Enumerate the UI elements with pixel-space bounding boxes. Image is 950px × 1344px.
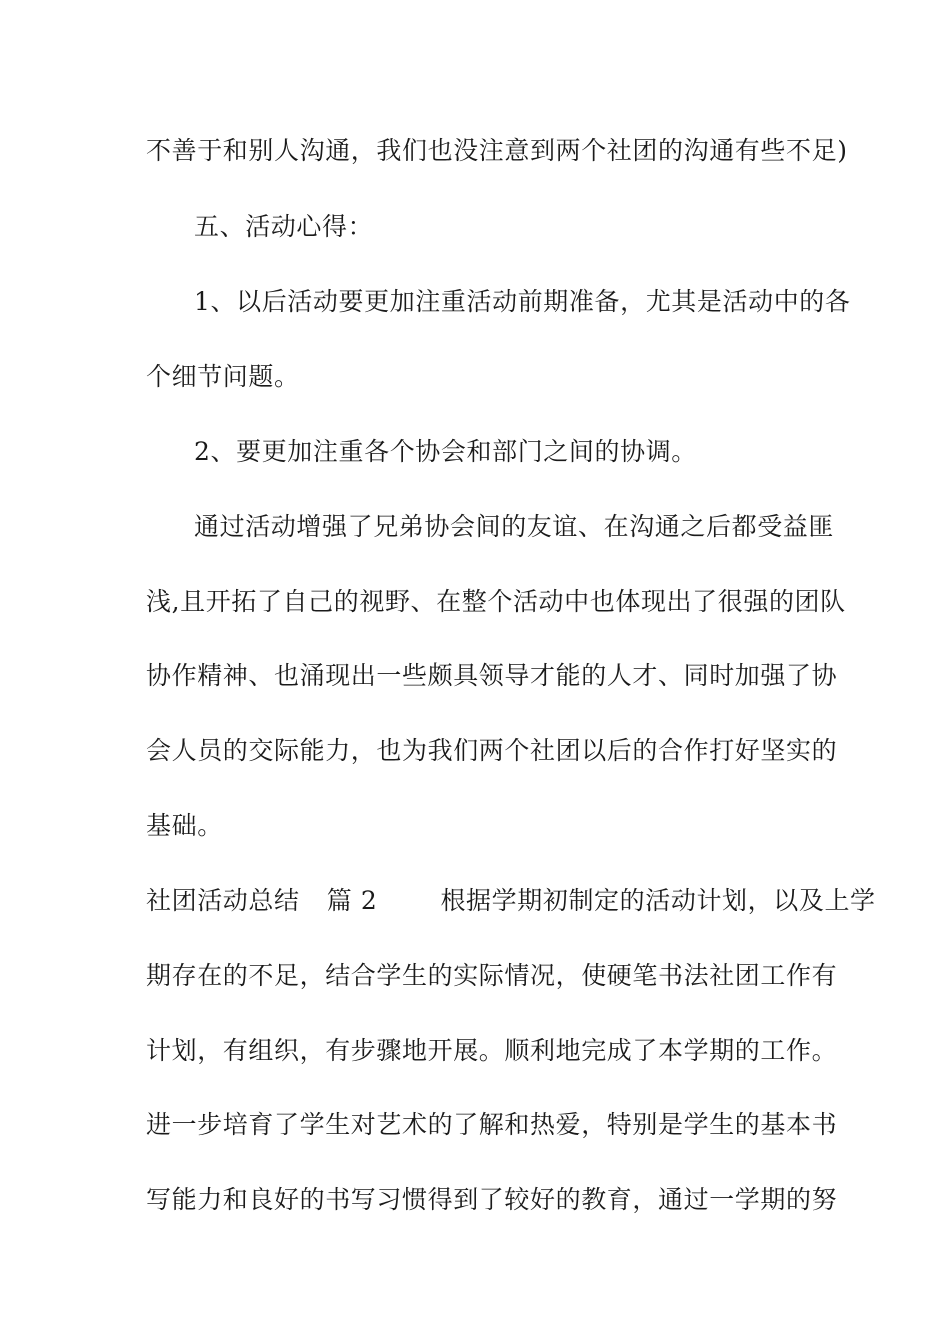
paragraph-line: 会人员的交际能力，也为我们两个社团以后的合作打好坚实的 xyxy=(146,736,838,765)
paragraph-line: 基础。 xyxy=(146,811,223,840)
paragraph-line: 写能力和良好的书写习惯得到了较好的教育，通过一学期的努 xyxy=(146,1185,838,1214)
section-heading-activity-insights: 五、活动心得： xyxy=(194,212,374,241)
paragraph-line: 通过活动增强了兄弟协会间的友谊、在沟通之后都受益匪 xyxy=(194,512,835,541)
paragraph-line: 1、以后活动要更加注重活动前期准备，尤其是活动中的各 xyxy=(194,287,851,316)
paragraph-line: 期存在的不足，结合学生的实际情况，使硬笔书法社团工作有 xyxy=(146,961,838,990)
paragraph-line: 个细节问题。 xyxy=(146,362,300,391)
section-intro-text: 根据学期初制定的活动计划，以及上学 xyxy=(440,886,876,915)
paragraph-line: 2、要更加注重各个协会和部门之间的协调。 xyxy=(194,437,697,466)
section-heading-line xyxy=(146,886,876,916)
paragraph-line: 不善于和别人沟通，我们也没注意到两个社团的沟通有些不足) xyxy=(146,136,848,165)
paragraph-line: 浅,且开拓了自己的视野、在整个活动中也体现出了很强的团队 xyxy=(146,587,846,616)
section-number: 篇 2 xyxy=(326,886,378,915)
paragraph-line: 协作精神、也涌现出一些颇具领导才能的人才、同时加强了协 xyxy=(146,661,838,690)
paragraph-line: 计划，有组织，有步骤地开展。顺利地完成了本学期的工作。 xyxy=(146,1036,838,1065)
section-title: 社团活动总结 xyxy=(146,886,300,915)
paragraph-line: 进一步培育了学生对艺术的了解和热爱，特别是学生的基本书 xyxy=(146,1110,838,1139)
